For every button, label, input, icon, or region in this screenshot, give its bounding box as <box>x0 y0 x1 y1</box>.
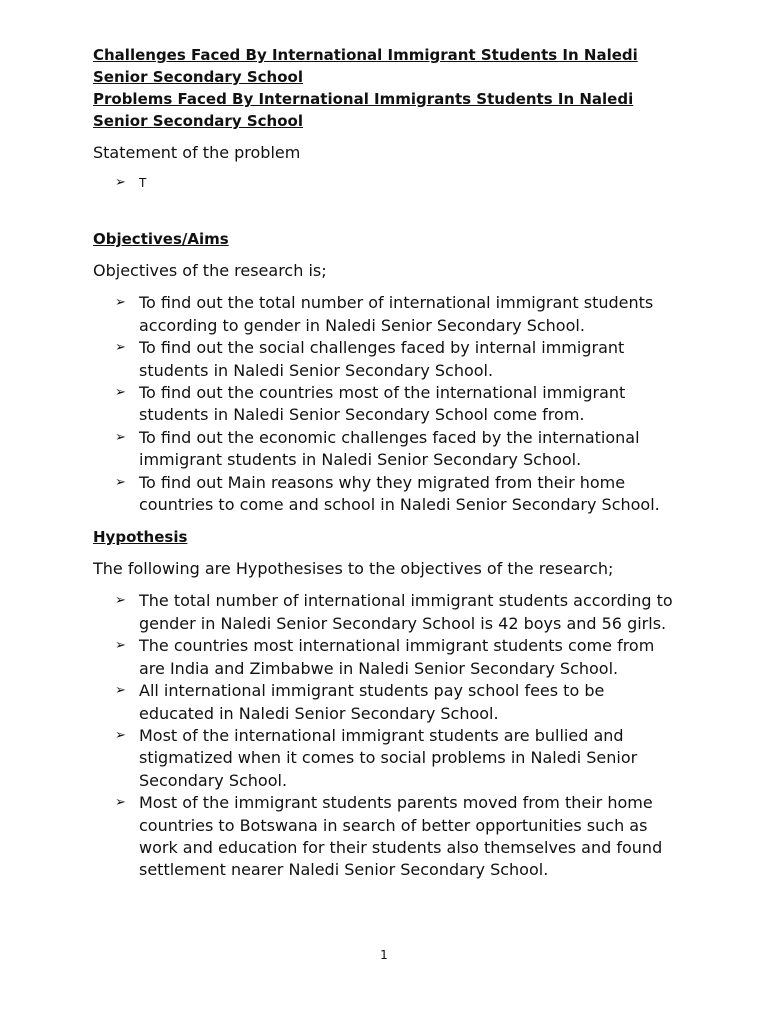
objectives-intro: Objectives of the research is; <box>93 261 327 281</box>
objective-text: To find out the economic challenges faced by the international immigrant students in Naledi Senior Secondary School. <box>139 427 640 470</box>
arrow-bullet-icon: ➢ <box>115 295 126 311</box>
objectives-list <box>93 292 683 516</box>
list-item <box>93 472 683 517</box>
objective-text: To find out the total number of international immigrant students according to gender in Naledi Senior Secondary School. <box>139 293 654 335</box>
page-number: 1 <box>380 948 388 962</box>
statement-list <box>93 172 683 194</box>
document-title-2: Problems Faced By International Immigrants Students In Naledi Senior Secondary School <box>93 90 634 130</box>
list-item <box>93 725 683 792</box>
hypothesis-text: All international immigrant students pay school fees to be educated in Naledi Senior Secondary School. <box>139 681 605 723</box>
objectives-heading: Objectives/Aims <box>93 230 229 249</box>
arrow-bullet-icon: ➢ <box>115 340 126 356</box>
statement-bullet-text: T <box>139 176 147 190</box>
arrow-bullet-icon: ➢ <box>115 638 126 654</box>
hypothesis-list <box>93 590 683 881</box>
arrow-bullet-icon: ➢ <box>115 727 126 743</box>
list-item <box>93 292 683 337</box>
list-item <box>93 590 683 635</box>
objective-text: To find out Main reasons why they migrated from their home countries to come and school in Naledi Senior Secondary School. <box>139 472 660 515</box>
list-item <box>93 337 683 382</box>
list-item <box>93 172 683 194</box>
document-title-1: Challenges Faced By International Immigrant Students In Naledi Senior Secondary School <box>93 46 638 86</box>
arrow-bullet-icon: ➢ <box>115 385 126 401</box>
hypothesis-text: The countries most international immigrant students come from are India and Zimbabwe in Naledi Senior Secondary School. <box>139 636 655 678</box>
arrow-bullet-icon: ➢ <box>115 683 126 699</box>
statement-label: Statement of the problem <box>93 143 301 162</box>
document-page <box>93 44 683 882</box>
arrow-bullet-icon: ➢ <box>115 474 126 490</box>
arrow-bullet-icon: ➢ <box>115 795 126 811</box>
list-item <box>93 635 683 680</box>
hypothesis-intro: The following are Hypothesises to the objectives of the research; <box>93 559 614 579</box>
hypothesis-text: Most of the international immigrant students are bullied and stigmatized when it comes to social problems in Naledi Senior Secondary School. <box>139 725 638 790</box>
hypothesis-heading: Hypothesis <box>93 528 188 547</box>
arrow-bullet-icon: ➢ <box>115 429 126 445</box>
objective-text: To find out the social challenges faced by internal immigrant students in Naledi Senior Secondary School. <box>139 338 625 380</box>
list-item <box>93 792 683 882</box>
list-item <box>93 427 683 472</box>
hypothesis-text: The total number of international immigrant students according to gender in Naledi Senior Secondary School is 42 boys and 56 girls. <box>139 591 673 633</box>
list-item <box>93 382 683 427</box>
arrow-bullet-icon: ➢ <box>115 593 126 609</box>
hypothesis-text: Most of the immigrant students parents moved from their home countries to Botswana in search of better opportunities such as work and education for their students also themselves and found settlement nearer Naledi Senior Secondary School. <box>139 793 663 880</box>
list-item <box>93 680 683 725</box>
objective-text: To find out the countries most of the international immigrant students in Naledi Senior Secondary School come from. <box>139 383 626 425</box>
arrow-bullet-icon: ➢ <box>115 175 126 190</box>
